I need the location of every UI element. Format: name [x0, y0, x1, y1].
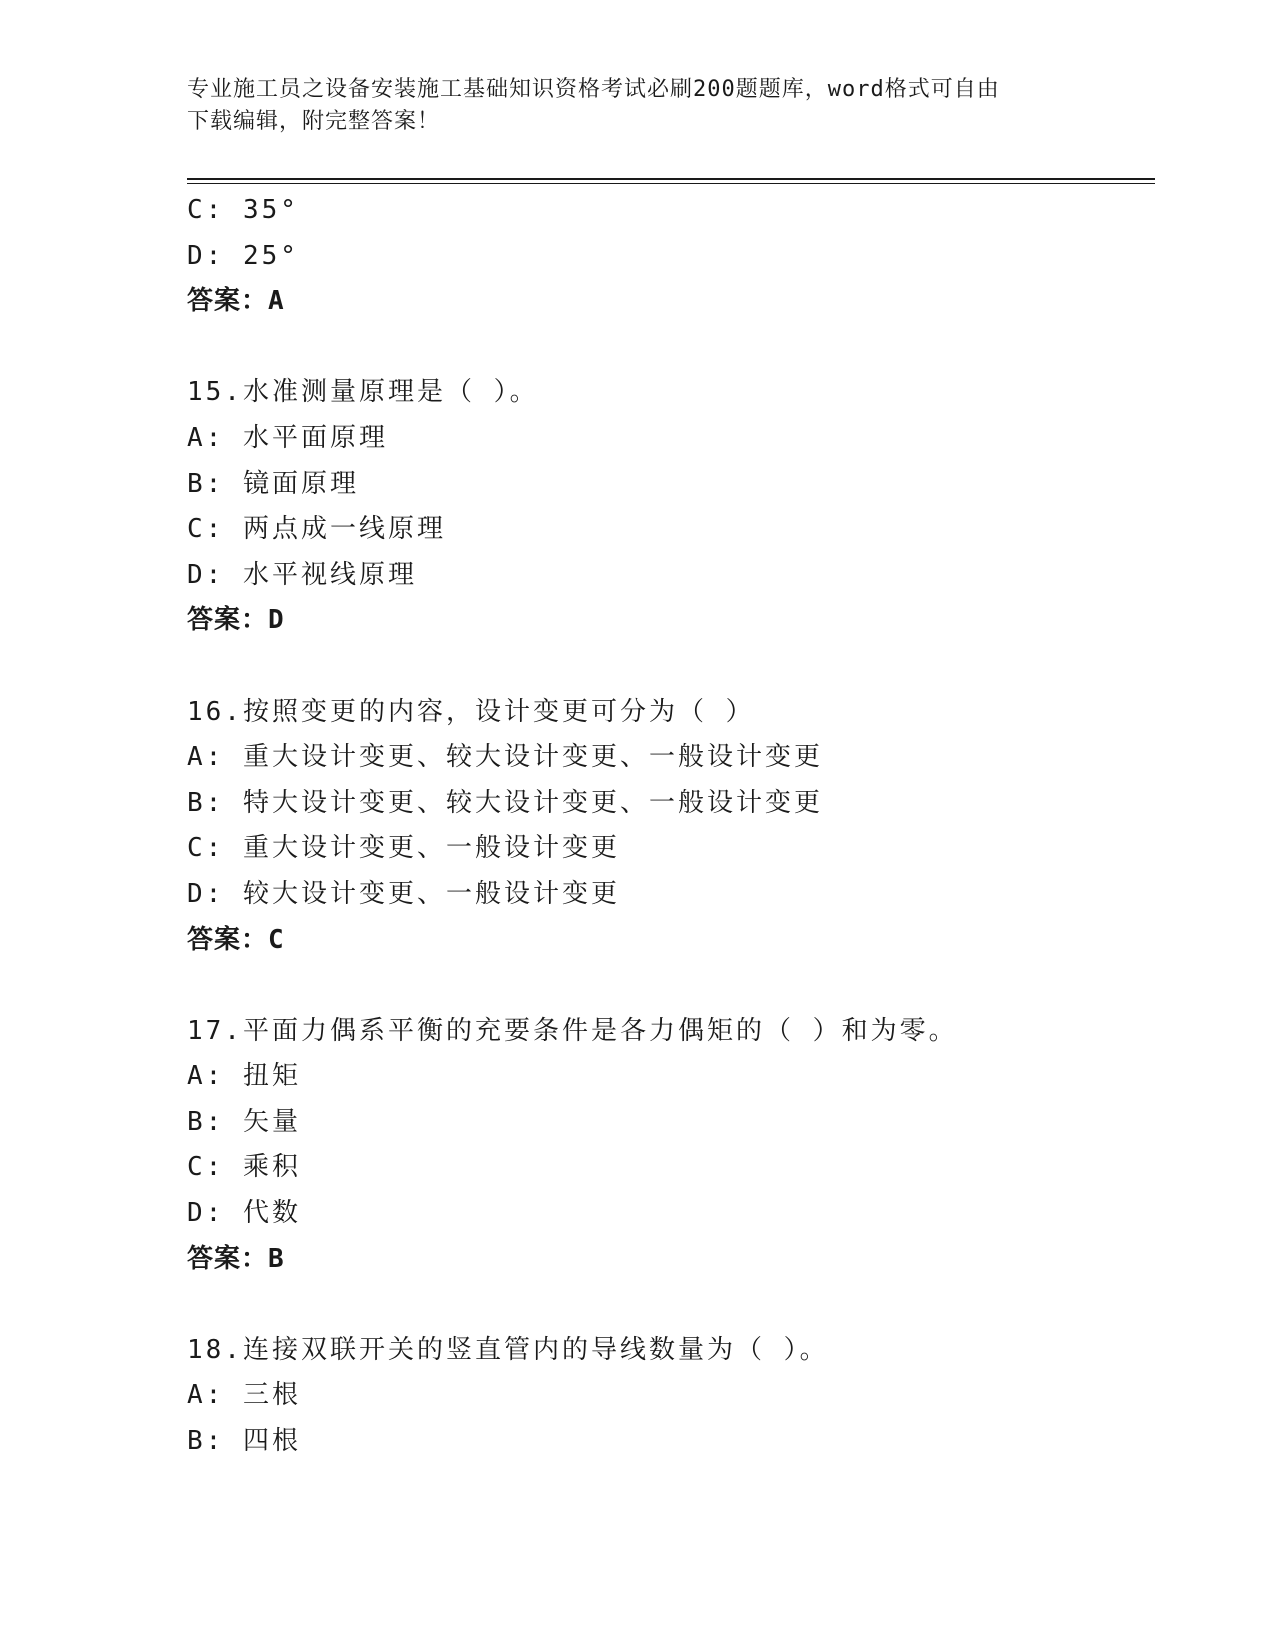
- option-d: D: 代数: [187, 1198, 301, 1229]
- option-a: A: 水平面原理: [187, 422, 388, 453]
- option-b: B: 特大设计变更、较大设计变更、一般设计变更: [187, 787, 823, 818]
- partial-question: [187, 188, 1155, 325]
- question-stem: 17.平面力偶系平衡的充要条件是各力偶矩的（ ）和为零。: [187, 1015, 958, 1046]
- answer-line: 答案：A: [187, 286, 285, 317]
- option-b: B: 矢量: [187, 1106, 301, 1137]
- document-header: [187, 74, 1087, 138]
- option-a: A: 重大设计变更、较大设计变更、一般设计变更: [187, 742, 823, 773]
- answer-line: 答案：B: [187, 1243, 285, 1274]
- option-d: D: 25°: [187, 240, 299, 271]
- option-c: C: 两点成一线原理: [187, 514, 446, 545]
- option-c: C: 乘积: [187, 1152, 301, 1183]
- option-a: A: 三根: [187, 1380, 301, 1411]
- question-16: [187, 690, 1155, 964]
- question-stem: 15.水准测量原理是（ ）。: [187, 377, 539, 408]
- answer-line: 答案：D: [187, 605, 285, 636]
- header-line-1: 专业施工员之设备安装施工基础知识资格考试必刷200题题库，word格式可自由: [187, 77, 1000, 102]
- option-d: D: 水平视线原理: [187, 559, 417, 590]
- option-a: A: 扭矩: [187, 1061, 301, 1092]
- header-divider-top: [187, 178, 1155, 180]
- option-c: C: 重大设计变更、一般设计变更: [187, 833, 620, 864]
- question-17: [187, 1009, 1155, 1283]
- header-divider-bottom: [187, 183, 1155, 184]
- answer-line: 答案：C: [187, 924, 285, 955]
- question-content: [187, 188, 1155, 1465]
- header-line-2: 下载编辑，附完整答案！: [187, 109, 441, 134]
- question-stem: 18.连接双联开关的竖直管内的导线数量为（ ）。: [187, 1334, 829, 1365]
- question-18: [187, 1328, 1155, 1465]
- option-d: D: 较大设计变更、一般设计变更: [187, 878, 620, 909]
- option-b: B: 四根: [187, 1426, 301, 1457]
- option-c: C: 35°: [187, 195, 299, 225]
- question-15: [187, 370, 1155, 644]
- option-b: B: 镜面原理: [187, 468, 359, 499]
- question-stem: 16.按照变更的内容，设计变更可分为（ ）: [187, 696, 755, 727]
